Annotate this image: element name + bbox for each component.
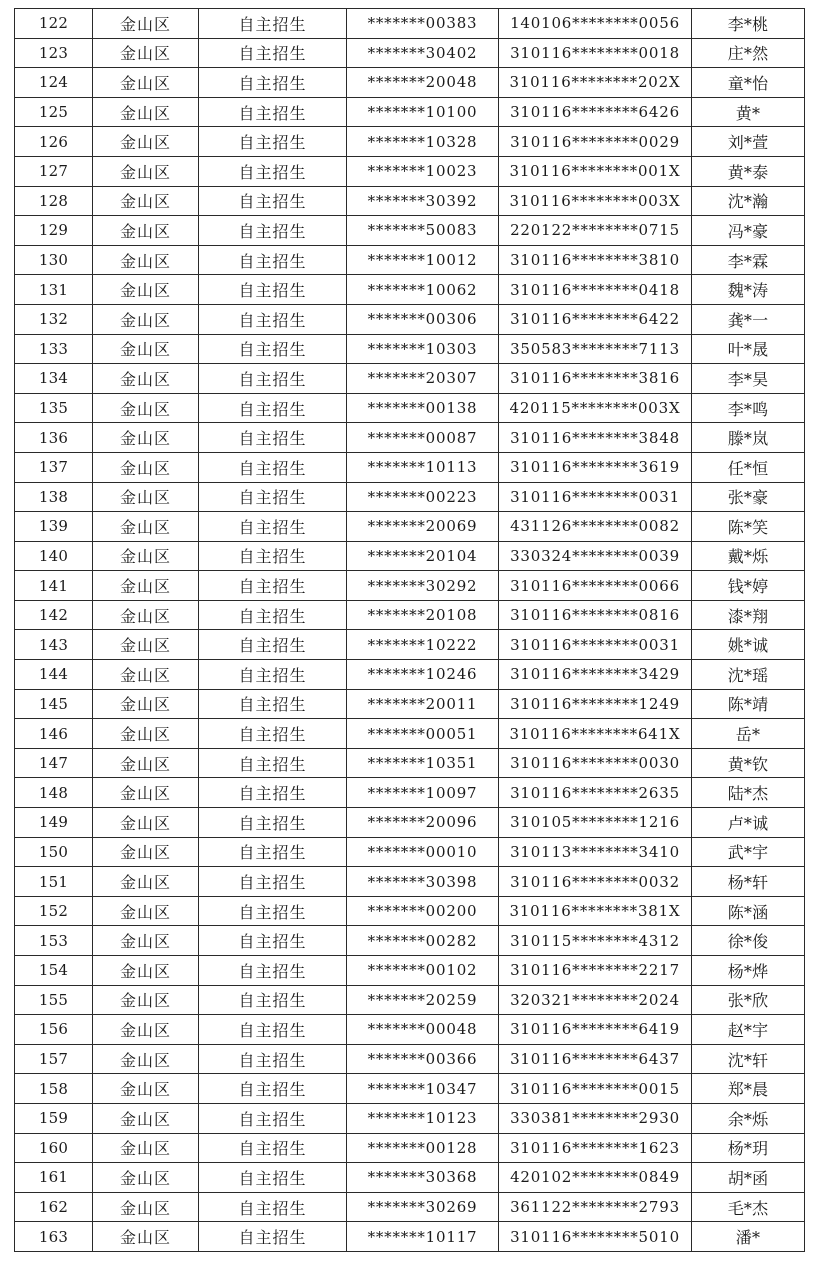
table-row xyxy=(15,364,805,394)
admission-type-cell: 自主招生 xyxy=(199,275,347,305)
table-row xyxy=(15,600,805,630)
row-number-cell: 157 xyxy=(15,1044,93,1074)
exam-number-cell: *******20011 xyxy=(347,689,499,719)
row-number-cell: 141 xyxy=(15,571,93,601)
row-number-cell: 145 xyxy=(15,689,93,719)
exam-number-cell: *******00366 xyxy=(347,1044,499,1074)
row-number-cell: 130 xyxy=(15,245,93,275)
table-row xyxy=(15,748,805,778)
district-cell: 金山区 xyxy=(93,689,199,719)
id-number-cell: 330324********0039 xyxy=(499,541,692,571)
district-cell: 金山区 xyxy=(93,1015,199,1045)
student-name-cell: 沈*轩 xyxy=(692,1044,805,1074)
student-name-cell: 滕*岚 xyxy=(692,423,805,453)
exam-number-cell: *******10303 xyxy=(347,334,499,364)
student-name-cell: 戴*烁 xyxy=(692,541,805,571)
exam-number-cell: *******30368 xyxy=(347,1163,499,1193)
student-name-cell: 童*怡 xyxy=(692,68,805,98)
district-cell: 金山区 xyxy=(93,452,199,482)
district-cell: 金山区 xyxy=(93,9,199,39)
exam-number-cell: *******00383 xyxy=(347,9,499,39)
row-number-cell: 154 xyxy=(15,956,93,986)
table-row xyxy=(15,393,805,423)
id-number-cell: 330381********2930 xyxy=(499,1103,692,1133)
id-number-cell: 310116********3848 xyxy=(499,423,692,453)
id-number-cell: 320321********2024 xyxy=(499,985,692,1015)
row-number-cell: 131 xyxy=(15,275,93,305)
student-name-cell: 李*鸣 xyxy=(692,393,805,423)
district-cell: 金山区 xyxy=(93,512,199,542)
district-cell: 金山区 xyxy=(93,97,199,127)
student-name-cell: 姚*诚 xyxy=(692,630,805,660)
id-number-cell: 310116********3619 xyxy=(499,452,692,482)
exam-number-cell: *******20048 xyxy=(347,68,499,98)
district-cell: 金山区 xyxy=(93,926,199,956)
exam-number-cell: *******20259 xyxy=(347,985,499,1015)
student-name-cell: 潘* xyxy=(692,1222,805,1252)
student-name-cell: 魏*涛 xyxy=(692,275,805,305)
exam-number-cell: *******30392 xyxy=(347,186,499,216)
exam-number-cell: *******10012 xyxy=(347,245,499,275)
row-number-cell: 146 xyxy=(15,719,93,749)
row-number-cell: 138 xyxy=(15,482,93,512)
admission-type-cell: 自主招生 xyxy=(199,245,347,275)
district-cell: 金山区 xyxy=(93,600,199,630)
student-name-cell: 叶*晟 xyxy=(692,334,805,364)
admission-type-cell: 自主招生 xyxy=(199,97,347,127)
table-row xyxy=(15,1074,805,1104)
table-row xyxy=(15,97,805,127)
exam-number-cell: *******00087 xyxy=(347,423,499,453)
admission-type-cell: 自主招生 xyxy=(199,571,347,601)
row-number-cell: 162 xyxy=(15,1192,93,1222)
district-cell: 金山区 xyxy=(93,896,199,926)
table-row xyxy=(15,689,805,719)
id-number-cell: 310116********003X xyxy=(499,186,692,216)
student-name-cell: 武*宇 xyxy=(692,837,805,867)
exam-number-cell: *******00200 xyxy=(347,896,499,926)
id-number-cell: 310115********4312 xyxy=(499,926,692,956)
id-number-cell: 310116********3429 xyxy=(499,660,692,690)
admission-type-cell: 自主招生 xyxy=(199,393,347,423)
id-number-cell: 310116********3810 xyxy=(499,245,692,275)
district-cell: 金山区 xyxy=(93,216,199,246)
district-cell: 金山区 xyxy=(93,1133,199,1163)
id-number-cell: 140106********0056 xyxy=(499,9,692,39)
admission-type-cell: 自主招生 xyxy=(199,1044,347,1074)
row-number-cell: 134 xyxy=(15,364,93,394)
table-row xyxy=(15,541,805,571)
admission-type-cell: 自主招生 xyxy=(199,541,347,571)
admission-type-cell: 自主招生 xyxy=(199,956,347,986)
table-row xyxy=(15,1015,805,1045)
row-number-cell: 144 xyxy=(15,660,93,690)
exam-number-cell: *******10328 xyxy=(347,127,499,157)
row-number-cell: 151 xyxy=(15,867,93,897)
row-number-cell: 135 xyxy=(15,393,93,423)
student-name-cell: 张*欣 xyxy=(692,985,805,1015)
id-number-cell: 310116********6437 xyxy=(499,1044,692,1074)
district-cell: 金山区 xyxy=(93,660,199,690)
admission-type-cell: 自主招生 xyxy=(199,452,347,482)
admission-type-cell: 自主招生 xyxy=(199,748,347,778)
exam-number-cell: *******00128 xyxy=(347,1133,499,1163)
table-row xyxy=(15,660,805,690)
table-row xyxy=(15,571,805,601)
student-name-cell: 郑*晨 xyxy=(692,1074,805,1104)
admission-type-cell: 自主招生 xyxy=(199,1133,347,1163)
row-number-cell: 159 xyxy=(15,1103,93,1133)
district-cell: 金山区 xyxy=(93,245,199,275)
row-number-cell: 158 xyxy=(15,1074,93,1104)
exam-number-cell: *******30269 xyxy=(347,1192,499,1222)
admission-type-cell: 自主招生 xyxy=(199,9,347,39)
district-cell: 金山区 xyxy=(93,68,199,98)
row-number-cell: 153 xyxy=(15,926,93,956)
district-cell: 金山区 xyxy=(93,38,199,68)
student-name-cell: 沈*瀚 xyxy=(692,186,805,216)
row-number-cell: 161 xyxy=(15,1163,93,1193)
id-number-cell: 431126********0082 xyxy=(499,512,692,542)
district-cell: 金山区 xyxy=(93,156,199,186)
row-number-cell: 127 xyxy=(15,156,93,186)
district-cell: 金山区 xyxy=(93,956,199,986)
id-number-cell: 310116********0418 xyxy=(499,275,692,305)
exam-number-cell: *******50083 xyxy=(347,216,499,246)
id-number-cell: 310116********0029 xyxy=(499,127,692,157)
id-number-cell: 420115********003X xyxy=(499,393,692,423)
student-name-cell: 陆*杰 xyxy=(692,778,805,808)
table-row xyxy=(15,423,805,453)
row-number-cell: 147 xyxy=(15,748,93,778)
row-number-cell: 150 xyxy=(15,837,93,867)
id-number-cell: 310116********0031 xyxy=(499,630,692,660)
admission-type-cell: 自主招生 xyxy=(199,156,347,186)
id-number-cell: 310116********2217 xyxy=(499,956,692,986)
admission-type-cell: 自主招生 xyxy=(199,837,347,867)
table-row xyxy=(15,275,805,305)
district-cell: 金山区 xyxy=(93,334,199,364)
exam-number-cell: *******10062 xyxy=(347,275,499,305)
id-number-cell: 361122********2793 xyxy=(499,1192,692,1222)
row-number-cell: 133 xyxy=(15,334,93,364)
table-row xyxy=(15,186,805,216)
student-name-cell: 冯*豪 xyxy=(692,216,805,246)
exam-number-cell: *******00138 xyxy=(347,393,499,423)
admission-type-cell: 自主招生 xyxy=(199,364,347,394)
admission-type-cell: 自主招生 xyxy=(199,482,347,512)
exam-number-cell: *******00051 xyxy=(347,719,499,749)
id-number-cell: 310116********202X xyxy=(499,68,692,98)
district-cell: 金山区 xyxy=(93,364,199,394)
student-name-cell: 李*桃 xyxy=(692,9,805,39)
district-cell: 金山区 xyxy=(93,1103,199,1133)
student-name-cell: 任*恒 xyxy=(692,452,805,482)
id-number-cell: 310116********0030 xyxy=(499,748,692,778)
admission-type-cell: 自主招生 xyxy=(199,867,347,897)
exam-number-cell: *******30292 xyxy=(347,571,499,601)
exam-number-cell: *******30402 xyxy=(347,38,499,68)
id-number-cell: 310116********0018 xyxy=(499,38,692,68)
table-row xyxy=(15,1163,805,1193)
admission-type-cell: 自主招生 xyxy=(199,38,347,68)
student-name-cell: 毛*杰 xyxy=(692,1192,805,1222)
admission-type-cell: 自主招生 xyxy=(199,719,347,749)
id-number-cell: 420102********0849 xyxy=(499,1163,692,1193)
student-name-cell: 黄* xyxy=(692,97,805,127)
exam-number-cell: *******10246 xyxy=(347,660,499,690)
table-row xyxy=(15,68,805,98)
student-name-cell: 杨*玥 xyxy=(692,1133,805,1163)
district-cell: 金山区 xyxy=(93,748,199,778)
district-cell: 金山区 xyxy=(93,127,199,157)
district-cell: 金山区 xyxy=(93,985,199,1015)
admission-type-cell: 自主招生 xyxy=(199,127,347,157)
table-row xyxy=(15,245,805,275)
admission-type-cell: 自主招生 xyxy=(199,808,347,838)
row-number-cell: 142 xyxy=(15,600,93,630)
row-number-cell: 124 xyxy=(15,68,93,98)
table-row xyxy=(15,1103,805,1133)
table-row xyxy=(15,778,805,808)
table-row xyxy=(15,304,805,334)
student-name-cell: 黄*钦 xyxy=(692,748,805,778)
admission-type-cell: 自主招生 xyxy=(199,304,347,334)
exam-number-cell: *******20104 xyxy=(347,541,499,571)
id-number-cell: 310116********381X xyxy=(499,896,692,926)
table-row xyxy=(15,216,805,246)
row-number-cell: 122 xyxy=(15,9,93,39)
student-name-cell: 陈*靖 xyxy=(692,689,805,719)
row-number-cell: 139 xyxy=(15,512,93,542)
id-number-cell: 310116********0816 xyxy=(499,600,692,630)
table-row xyxy=(15,452,805,482)
table-row xyxy=(15,867,805,897)
id-number-cell: 310116********0032 xyxy=(499,867,692,897)
district-cell: 金山区 xyxy=(93,482,199,512)
id-number-cell: 310116********1623 xyxy=(499,1133,692,1163)
exam-number-cell: *******30398 xyxy=(347,867,499,897)
id-number-cell: 310116********6419 xyxy=(499,1015,692,1045)
district-cell: 金山区 xyxy=(93,393,199,423)
admission-type-cell: 自主招生 xyxy=(199,896,347,926)
admission-type-cell: 自主招生 xyxy=(199,334,347,364)
admission-type-cell: 自主招生 xyxy=(199,1163,347,1193)
table-row xyxy=(15,482,805,512)
table-row xyxy=(15,837,805,867)
district-cell: 金山区 xyxy=(93,275,199,305)
table-row xyxy=(15,719,805,749)
id-number-cell: 310116********0015 xyxy=(499,1074,692,1104)
student-name-cell: 徐*俊 xyxy=(692,926,805,956)
id-number-cell: 310116********2635 xyxy=(499,778,692,808)
exam-number-cell: *******10117 xyxy=(347,1222,499,1252)
student-name-cell: 陈*涵 xyxy=(692,896,805,926)
id-number-cell: 310116********641X xyxy=(499,719,692,749)
id-number-cell: 350583********7113 xyxy=(499,334,692,364)
exam-number-cell: *******20108 xyxy=(347,600,499,630)
row-number-cell: 129 xyxy=(15,216,93,246)
student-name-cell: 庄*然 xyxy=(692,38,805,68)
row-number-cell: 128 xyxy=(15,186,93,216)
id-number-cell: 310116********0066 xyxy=(499,571,692,601)
exam-number-cell: *******20096 xyxy=(347,808,499,838)
admission-type-cell: 自主招生 xyxy=(199,778,347,808)
district-cell: 金山区 xyxy=(93,778,199,808)
admission-type-cell: 自主招生 xyxy=(199,216,347,246)
table-row xyxy=(15,808,805,838)
admission-type-cell: 自主招生 xyxy=(199,1192,347,1222)
row-number-cell: 163 xyxy=(15,1222,93,1252)
admission-type-cell: 自主招生 xyxy=(199,630,347,660)
row-number-cell: 155 xyxy=(15,985,93,1015)
table-row xyxy=(15,1044,805,1074)
student-name-cell: 岳* xyxy=(692,719,805,749)
district-cell: 金山区 xyxy=(93,719,199,749)
exam-number-cell: *******10222 xyxy=(347,630,499,660)
exam-number-cell: *******10097 xyxy=(347,778,499,808)
student-name-cell: 李*霖 xyxy=(692,245,805,275)
admission-type-cell: 自主招生 xyxy=(199,423,347,453)
row-number-cell: 126 xyxy=(15,127,93,157)
district-cell: 金山区 xyxy=(93,186,199,216)
table-row xyxy=(15,1222,805,1252)
table-row xyxy=(15,334,805,364)
row-number-cell: 125 xyxy=(15,97,93,127)
admission-type-cell: 自主招生 xyxy=(199,1103,347,1133)
district-cell: 金山区 xyxy=(93,1074,199,1104)
table-row xyxy=(15,896,805,926)
exam-number-cell: *******00010 xyxy=(347,837,499,867)
exam-number-cell: *******00223 xyxy=(347,482,499,512)
table-row xyxy=(15,1192,805,1222)
admission-type-cell: 自主招生 xyxy=(199,600,347,630)
admission-type-cell: 自主招生 xyxy=(199,660,347,690)
table-body xyxy=(15,9,805,1252)
district-cell: 金山区 xyxy=(93,571,199,601)
student-name-cell: 卢*诚 xyxy=(692,808,805,838)
row-number-cell: 156 xyxy=(15,1015,93,1045)
id-number-cell: 310116********0031 xyxy=(499,482,692,512)
student-name-cell: 杨*烨 xyxy=(692,956,805,986)
admission-type-cell: 自主招生 xyxy=(199,512,347,542)
district-cell: 金山区 xyxy=(93,1163,199,1193)
id-number-cell: 310116********001X xyxy=(499,156,692,186)
table-row xyxy=(15,956,805,986)
exam-number-cell: *******20307 xyxy=(347,364,499,394)
id-number-cell: 220122********0715 xyxy=(499,216,692,246)
table-row xyxy=(15,156,805,186)
row-number-cell: 123 xyxy=(15,38,93,68)
district-cell: 金山区 xyxy=(93,304,199,334)
row-number-cell: 148 xyxy=(15,778,93,808)
row-number-cell: 136 xyxy=(15,423,93,453)
student-name-cell: 龚*一 xyxy=(692,304,805,334)
row-number-cell: 140 xyxy=(15,541,93,571)
table-row xyxy=(15,512,805,542)
row-number-cell: 160 xyxy=(15,1133,93,1163)
district-cell: 金山区 xyxy=(93,630,199,660)
id-number-cell: 310116********6426 xyxy=(499,97,692,127)
exam-number-cell: *******00282 xyxy=(347,926,499,956)
student-name-cell: 余*烁 xyxy=(692,1103,805,1133)
id-number-cell: 310116********1249 xyxy=(499,689,692,719)
admission-type-cell: 自主招生 xyxy=(199,689,347,719)
admission-type-cell: 自主招生 xyxy=(199,1222,347,1252)
district-cell: 金山区 xyxy=(93,867,199,897)
row-number-cell: 143 xyxy=(15,630,93,660)
admission-type-cell: 自主招生 xyxy=(199,68,347,98)
admission-type-cell: 自主招生 xyxy=(199,1015,347,1045)
table-row xyxy=(15,985,805,1015)
student-name-cell: 漆*翔 xyxy=(692,600,805,630)
exam-number-cell: *******10023 xyxy=(347,156,499,186)
district-cell: 金山区 xyxy=(93,423,199,453)
student-name-cell: 陈*笑 xyxy=(692,512,805,542)
id-number-cell: 310116********3816 xyxy=(499,364,692,394)
exam-number-cell: *******20069 xyxy=(347,512,499,542)
admission-list-table xyxy=(14,8,805,1252)
row-number-cell: 137 xyxy=(15,452,93,482)
exam-number-cell: *******10347 xyxy=(347,1074,499,1104)
admission-type-cell: 自主招生 xyxy=(199,1074,347,1104)
admission-type-cell: 自主招生 xyxy=(199,186,347,216)
exam-number-cell: *******10100 xyxy=(347,97,499,127)
admission-type-cell: 自主招生 xyxy=(199,926,347,956)
student-name-cell: 胡*函 xyxy=(692,1163,805,1193)
table-row xyxy=(15,38,805,68)
district-cell: 金山区 xyxy=(93,1044,199,1074)
row-number-cell: 149 xyxy=(15,808,93,838)
exam-number-cell: *******10113 xyxy=(347,452,499,482)
table-row xyxy=(15,127,805,157)
exam-number-cell: *******10123 xyxy=(347,1103,499,1133)
student-name-cell: 李*昊 xyxy=(692,364,805,394)
row-number-cell: 152 xyxy=(15,896,93,926)
exam-number-cell: *******00048 xyxy=(347,1015,499,1045)
table-row xyxy=(15,630,805,660)
table-row xyxy=(15,926,805,956)
student-name-cell: 沈*瑶 xyxy=(692,660,805,690)
id-number-cell: 310105********1216 xyxy=(499,808,692,838)
exam-number-cell: *******10351 xyxy=(347,748,499,778)
district-cell: 金山区 xyxy=(93,1222,199,1252)
student-name-cell: 张*豪 xyxy=(692,482,805,512)
district-cell: 金山区 xyxy=(93,541,199,571)
district-cell: 金山区 xyxy=(93,837,199,867)
student-name-cell: 黄*泰 xyxy=(692,156,805,186)
id-number-cell: 310116********6422 xyxy=(499,304,692,334)
table-row xyxy=(15,1133,805,1163)
exam-number-cell: *******00306 xyxy=(347,304,499,334)
table-row xyxy=(15,9,805,39)
exam-number-cell: *******00102 xyxy=(347,956,499,986)
student-name-cell: 钱*婷 xyxy=(692,571,805,601)
id-number-cell: 310113********3410 xyxy=(499,837,692,867)
student-name-cell: 杨*轩 xyxy=(692,867,805,897)
row-number-cell: 132 xyxy=(15,304,93,334)
district-cell: 金山区 xyxy=(93,1192,199,1222)
student-name-cell: 刘*萱 xyxy=(692,127,805,157)
id-number-cell: 310116********5010 xyxy=(499,1222,692,1252)
student-name-cell: 赵*宇 xyxy=(692,1015,805,1045)
admission-type-cell: 自主招生 xyxy=(199,985,347,1015)
district-cell: 金山区 xyxy=(93,808,199,838)
